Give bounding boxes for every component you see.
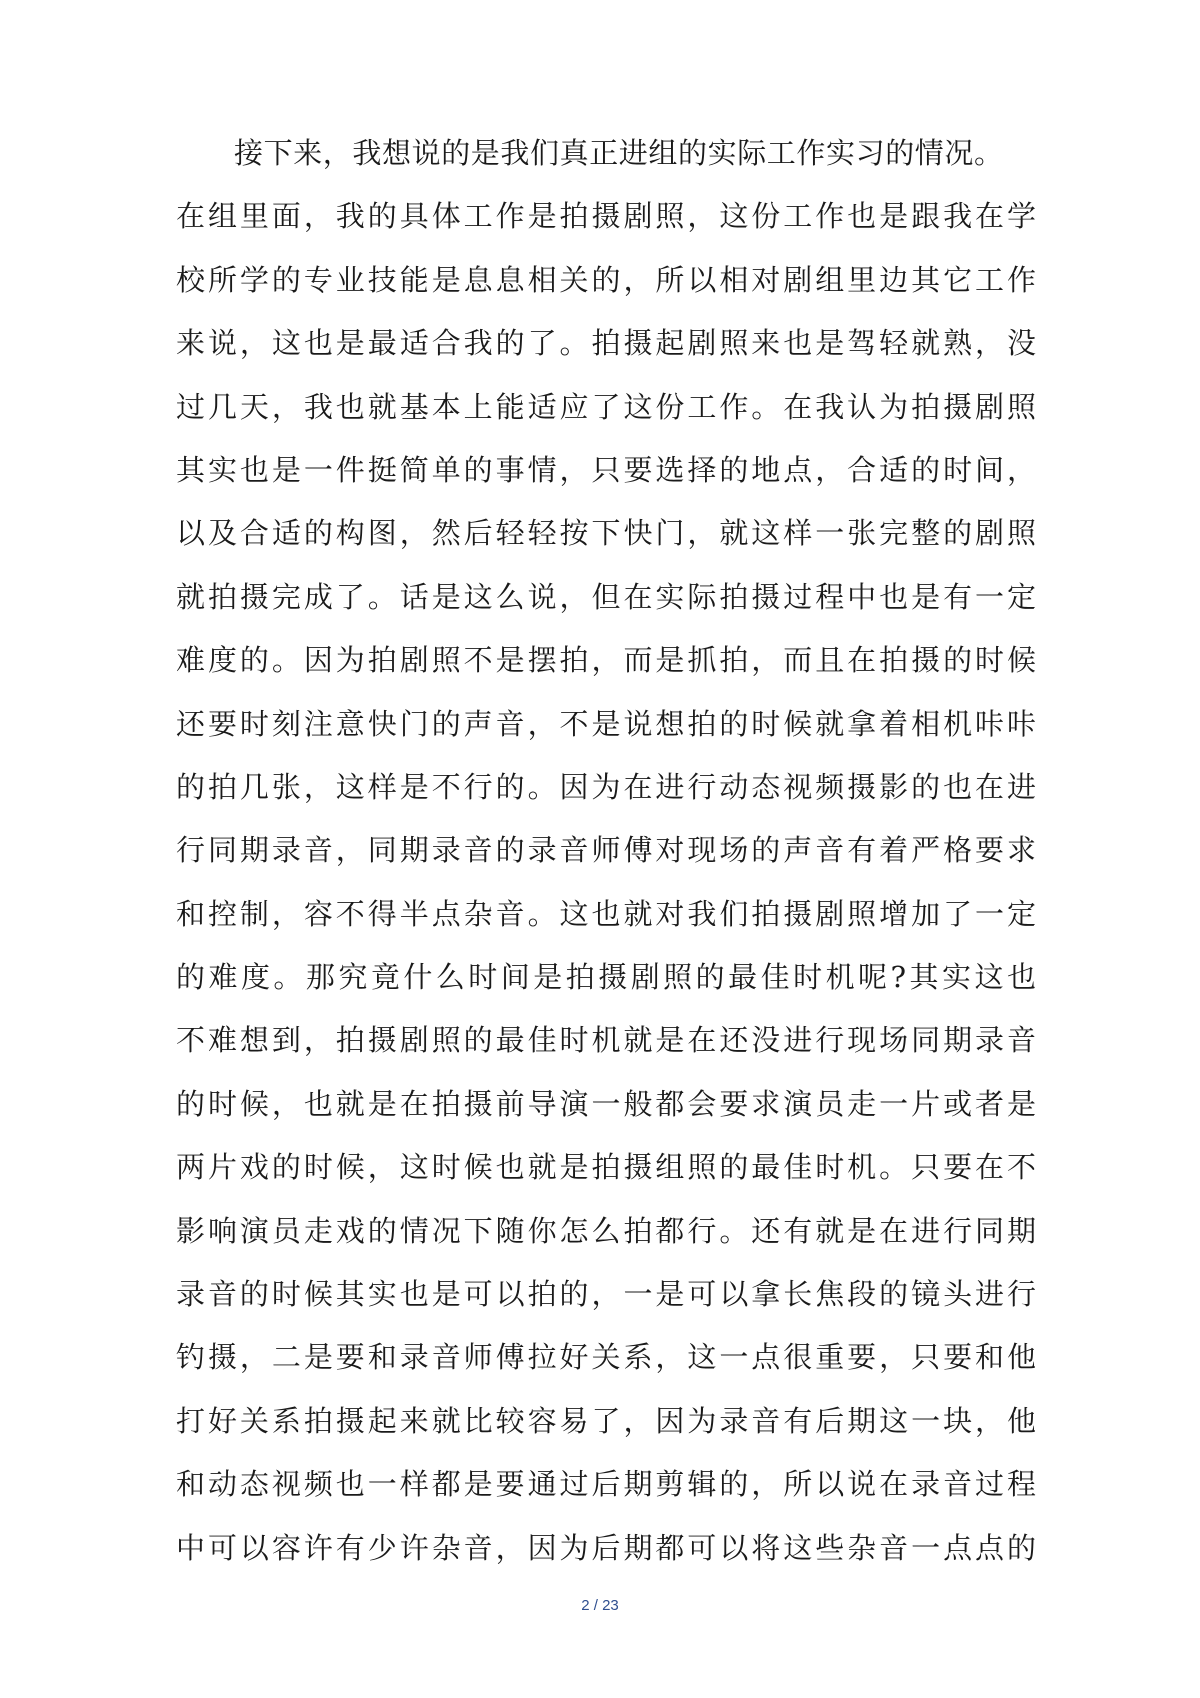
text-line: 中可以容许有少许杂音，因为后期都可以将这些杂音一点点的 — [176, 1530, 1036, 1565]
text-line: 接下来，我想说的是我们真正进组的实际工作实习的情况。 — [234, 136, 1004, 170]
text-line: 的拍几张，这样是不行的。因为在进行动态视频摄影的也在进 — [176, 769, 1036, 804]
text-line: 其实也是一件挺简单的事情，只要选择的地点，合适的时间， — [176, 452, 1036, 487]
text-line: 录音的时候其实也是可以拍的，一是可以拿长焦段的镜头进行 — [176, 1277, 1036, 1312]
text-line: 过几天，我也就基本上能适应了这份工作。在我认为拍摄剧照 — [176, 389, 1036, 424]
text-line: 还要时刻注意快门的声音，不是说想拍的时候就拿着相机咔咔 — [176, 706, 1036, 741]
text-line: 钓摄，二是要和录音师傅拉好关系，这一点很重要，只要和他 — [176, 1340, 1036, 1375]
text-line: 两片戏的时候，这时候也就是拍摄组照的最佳时机。只要在不 — [176, 1150, 1036, 1185]
text-line: 就拍摄完成了。话是这么说，但在实际拍摄过程中也是有一定 — [176, 579, 1036, 614]
text-line: 在组里面，我的具体工作是拍摄剧照，这份工作也是跟我在学 — [176, 199, 1036, 234]
text-line: 打好关系拍摄起来就比较容易了，因为录音有后期这一块，他 — [176, 1403, 1036, 1438]
text-line: 影响演员走戏的情况下随你怎么拍都行。还有就是在进行同期 — [176, 1213, 1036, 1248]
text-line: 和控制，容不得半点杂音。这也就对我们拍摄剧照增加了一定 — [176, 896, 1036, 931]
text-line: 难度的。因为拍剧照不是摆拍，而是抓拍，而且在拍摄的时候 — [176, 643, 1036, 678]
text-line: 校所学的专业技能是息息相关的，所以相对剧组里边其它工作 — [176, 262, 1036, 297]
body-paragraph — [176, 122, 1036, 1580]
text-line: 的难度。那究竟什么时间是拍摄剧照的最佳时机呢?其实这也 — [176, 960, 1036, 995]
page-number: 2 / 23 — [581, 1597, 619, 1614]
text-line: 行同期录音，同期录音的录音师傅对现场的声音有着严格要求 — [176, 833, 1036, 868]
text-line: 来说，这也是最适合我的了。拍摄起剧照来也是驾轻就熟，没 — [176, 326, 1036, 361]
text-line: 和动态视频也一样都是要通过后期剪辑的，所以说在录音过程 — [176, 1467, 1036, 1502]
text-line: 以及合适的构图，然后轻轻按下快门，就这样一张完整的剧照 — [176, 516, 1036, 551]
text-line: 不难想到，拍摄剧照的最佳时机就是在还没进行现场同期录音 — [176, 1023, 1036, 1058]
text-line: 的时候，也就是在拍摄前导演一般都会要求演员走一片或者是 — [176, 1086, 1036, 1121]
